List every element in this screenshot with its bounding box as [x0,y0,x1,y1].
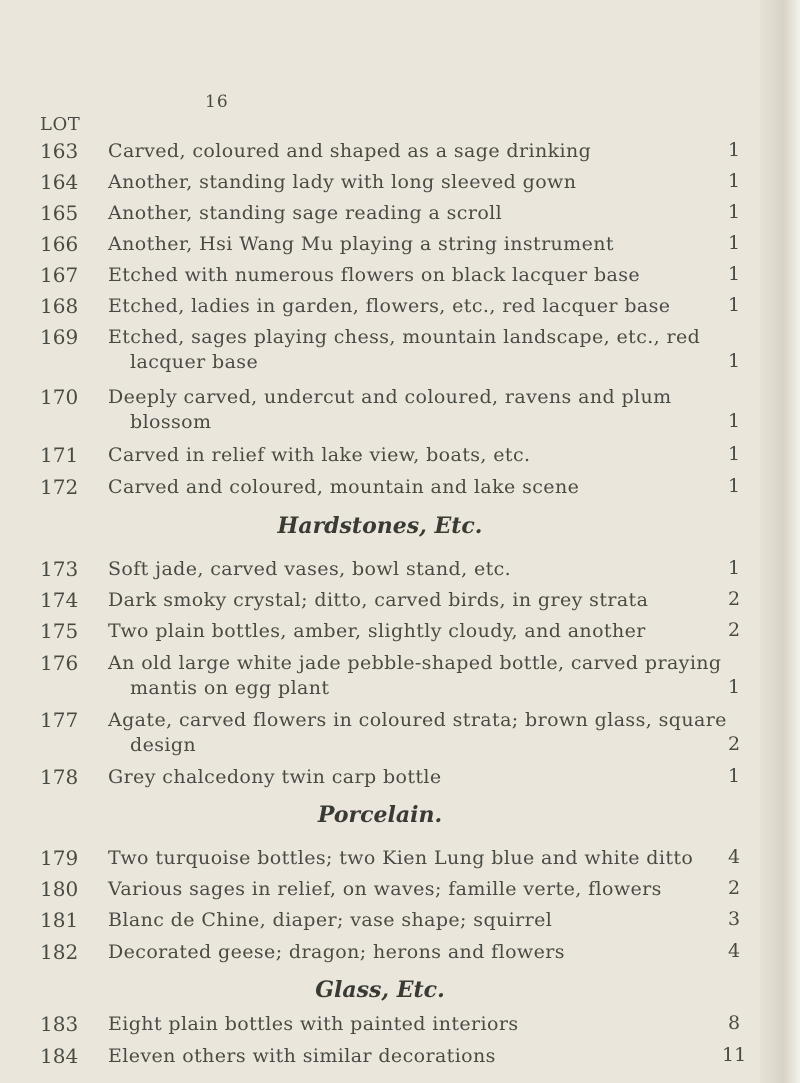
lot-number: 180 [40,877,79,901]
lot-number: 179 [40,846,79,870]
lot-description: Carved in relief with lake view, boats, etc. [108,444,531,466]
lot-quantity: 1 [727,475,741,497]
lot-quantity: 2 [727,619,741,641]
lot-quantity: 4 [727,940,741,962]
lot-quantity: 1 [727,410,741,432]
lot-column-header: LOT [40,114,81,135]
section-heading-porcelain: Porcelain. [317,802,443,828]
lot-description: Another, Hsi Wang Mu playing a string instrument [108,233,614,255]
lot-quantity: 2 [727,588,741,610]
lot-quantity: 4 [727,846,741,868]
lot-description: Etched with numerous flowers on black lacquer base [108,264,641,286]
lot-description: Carved and coloured, mountain and lake scene [108,476,580,498]
section-heading-glass: Glass, Etc. [315,977,445,1003]
lot-description: Eleven others with similar decorations [108,1045,496,1067]
lot-number: 182 [40,940,79,964]
lot-number: 184 [40,1044,79,1068]
lot-number: 172 [40,475,79,499]
lot-number: 166 [40,232,79,256]
lot-number: 171 [40,443,79,467]
lot-quantity: 1 [727,263,741,285]
lot-number: 181 [40,908,79,932]
lot-quantity: 1 [727,676,741,698]
lot-number: 163 [40,139,79,163]
lot-description: Agate, carved flowers in coloured strata; brown glass, square design [108,709,727,756]
lot-quantity: 1 [727,557,741,579]
lot-description: Eight plain bottles with painted interiors [108,1013,519,1035]
lot-quantity: 1 [727,443,741,465]
lot-number: 175 [40,619,79,643]
lot-quantity: 2 [727,733,741,755]
lot-number: 165 [40,201,79,225]
lot-number: 168 [40,294,79,318]
lot-number: 167 [40,263,79,287]
lot-quantity: 1 [727,201,741,223]
lot-description: Grey chalcedony twin carp bottle [108,766,442,788]
page-number: 16 [205,92,229,112]
lot-description: Various sages in relief, on waves; famille verte, flowers [108,878,662,900]
lot-description: Another, standing lady with long sleeved gown [108,171,577,193]
lot-description: Etched, sages playing chess, mountain landscape, etc., red lacquer base [108,326,701,373]
lot-description: An old large white jade pebble-shaped bottle, carved praying mantis on egg plant [108,652,722,699]
lot-number: 178 [40,765,79,789]
lot-number: 177 [40,708,79,732]
lot-number: 173 [40,557,79,581]
lot-description: Two plain bottles, amber, slightly cloudy, and another [108,620,646,642]
page-edge [760,0,800,1083]
lot-quantity: 1 [727,350,741,372]
lot-number: 174 [40,588,79,612]
lot-description: Dark smoky crystal; ditto, carved birds, in grey strata [108,589,649,611]
lot-description: Soft jade, carved vases, bowl stand, etc. [108,558,512,580]
lot-description: Blanc de Chine, diaper; vase shape; squirrel [108,909,553,931]
lot-quantity: 2 [727,877,741,899]
lot-description: Two turquoise bottles; two Kien Lung blue and white ditto [108,847,694,869]
lot-description: Carved, coloured and shaped as a sage drinking [108,140,592,162]
lot-number: 164 [40,170,79,194]
lot-number: 183 [40,1012,79,1036]
lot-description: Etched, ladies in garden, flowers, etc., red lacquer base [108,295,671,317]
lot-quantity: 11 [722,1044,747,1066]
lot-quantity: 8 [727,1012,741,1034]
lot-number: 170 [40,385,79,409]
lot-description: Another, standing sage reading a scroll [108,202,503,224]
lot-quantity: 3 [727,908,741,930]
section-heading-hardstones: Hardstones, Etc. [277,513,483,539]
lot-number: 176 [40,651,79,675]
lot-quantity: 1 [727,170,741,192]
lot-quantity: 1 [727,294,741,316]
lot-description: Deeply carved, undercut and coloured, ravens and plum blossom [108,386,672,433]
lot-quantity: 1 [727,765,741,787]
lot-quantity: 1 [727,139,741,161]
lot-description: Decorated geese; dragon; herons and flowers [108,941,565,963]
lot-quantity: 1 [727,232,741,254]
lot-number: 169 [40,325,79,349]
